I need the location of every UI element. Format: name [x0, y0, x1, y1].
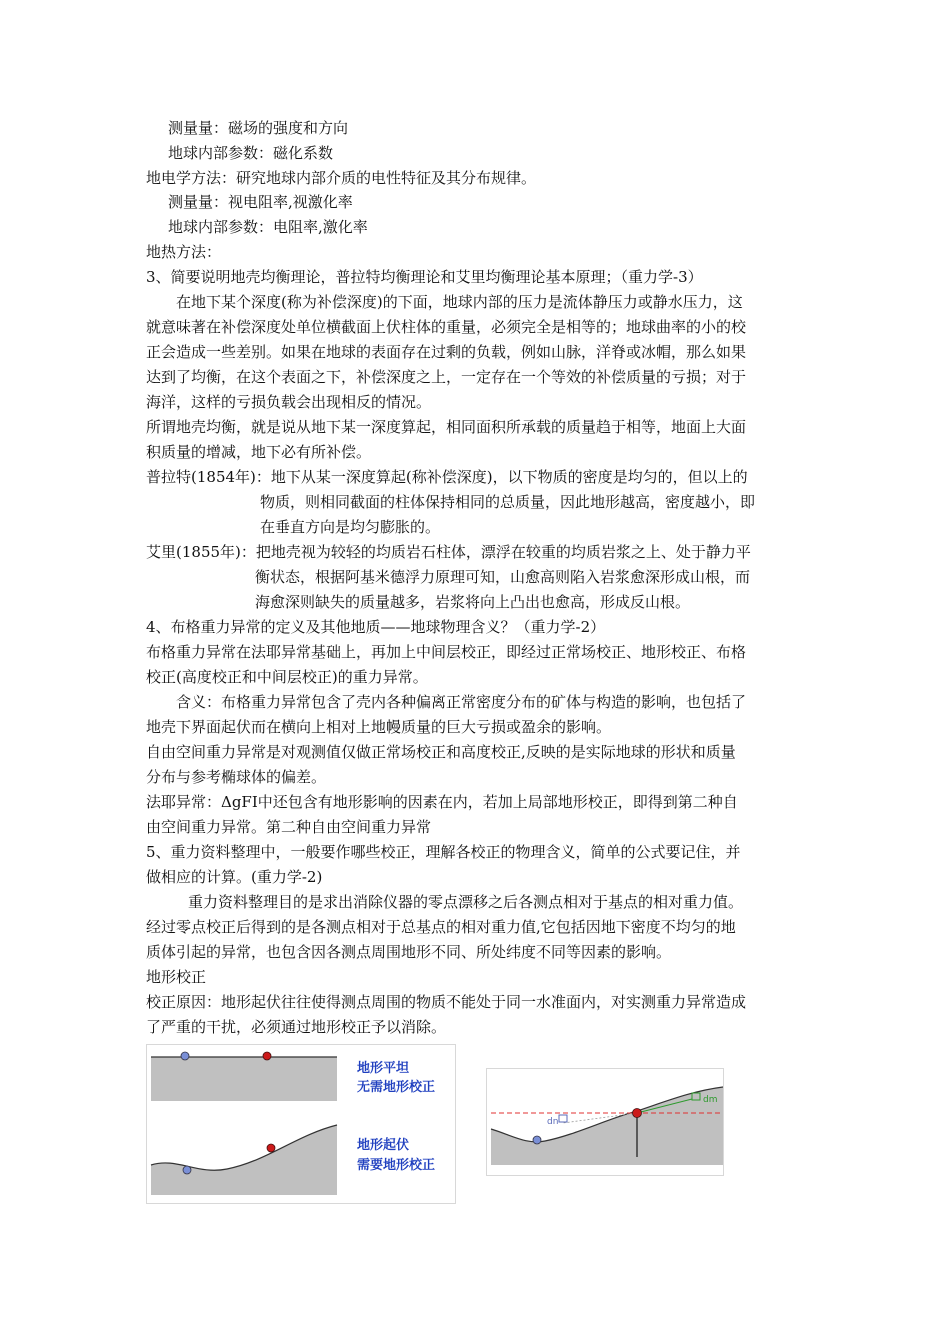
flat-ground	[151, 1057, 337, 1101]
section-heading: 地形校正	[146, 968, 207, 986]
text-line: 地球内部参数：磁化系数	[168, 144, 334, 162]
text-line: 普拉特(1854年)：地下从某一深度算起(称补偿深度)，以下物质的密度是均匀的，但以上的	[146, 468, 748, 486]
needs-correction-label: 需要地形校正	[357, 1158, 436, 1173]
text-line: 海洋，这样的亏损负载会出现相反的情况。	[146, 393, 432, 411]
text-line: 由空间重力异常。第二种自由空间重力异常	[146, 818, 432, 836]
terrain-correction-diagram	[487, 1069, 723, 1175]
mass-element-dn	[559, 1115, 567, 1122]
text-line: 校正(高度校正和中间层校正)的重力异常。	[146, 668, 428, 686]
question-heading: 5、重力资料整理中，一般要作哪些校正，理解各校正的物理含义，简单的公式要记住，并	[146, 843, 741, 861]
terrain-ground	[491, 1087, 723, 1165]
station-point-red	[267, 1144, 275, 1152]
text-line: 物质，则相同截面的柱体保持相同的总质量，因此地形越高，密度越小，即	[260, 493, 756, 511]
dm-label: dm	[703, 1095, 718, 1105]
question-heading: 3、简要说明地壳均衡理论，普拉特均衡理论和艾里均衡理论基本原理；（重力学-3）	[146, 268, 703, 286]
text-line: 含义：布格重力异常包含了壳内各种偏离正常密度分布的矿体与构造的影响，也包括了	[176, 693, 747, 711]
text-line: 质体引起的异常，也包含因各测点周围地形不同、所处纬度不同等因素的影响。	[146, 943, 672, 961]
text-line: 就意味著在补偿深度处单位横截面上伏柱体的重量，必须完全是相等的；地球曲率的小的校	[146, 318, 747, 336]
question-heading: 4、布格重力异常的定义及其他地质——地球物理含义？（重力学-2）	[146, 618, 606, 636]
text-line: 地电学方法：研究地球内部介质的电性特征及其分布规律。	[146, 169, 537, 187]
text-line: 积质量的增减，地下必有所补偿。	[146, 443, 372, 461]
text-line: 重力资料整理目的是求出消除仪器的零点漂移之后各测点相对于基点的相对重力值。	[188, 893, 744, 911]
text-line: 艾里(1855年)：把地壳视为较轻的均质岩石柱体，漂浮在较重的均质岩浆之上、处于静力平	[146, 543, 751, 561]
rough-terrain-label: 地形起伏	[357, 1138, 410, 1153]
text-line: 校正原因：地形起伏往往使得测点周围的物质不能处于同一水准面内，对实测重力异常造成	[146, 993, 747, 1011]
text-line: 测量量：磁场的强度和方向	[168, 119, 349, 137]
station-point-blue	[183, 1166, 191, 1174]
text-line: 自由空间重力异常是对观测值仅做正常场校正和高度校正,反映的是实际地球的形状和质量	[146, 743, 736, 761]
text-line: 做相应的计算。(重力学-2)	[146, 868, 323, 886]
station-point-red	[633, 1109, 642, 1118]
text-line: 测量量：视电阻率,视激化率	[168, 193, 353, 211]
station-point-red	[263, 1052, 271, 1060]
text-line: 所谓地壳均衡，就是说从地下某一深度算起，相同面积所承载的质量趋于相等，地面上大面	[146, 418, 747, 436]
text-line: 法耶异常：ΔgFI中还包含有地形影响的因素在内，若加上局部地形校正，即得到第二种自	[146, 793, 738, 811]
text-line: 布格重力异常在法耶异常基础上，再加上中间层校正，即经过正常场校正、地形校正、布格	[146, 643, 747, 661]
rough-ground	[151, 1125, 337, 1195]
text-line: 分布与参考椭球体的偏差。	[146, 768, 327, 786]
text-line: 地热方法：	[146, 243, 222, 261]
text-line: 海愈深则缺失的质量越多，岩浆将向上凸出也愈高，形成反山根。	[255, 593, 691, 611]
no-correction-label: 无需地形校正	[357, 1080, 436, 1095]
terrain-comparison-figure	[146, 1044, 456, 1204]
text-line: 地壳下界面起伏而在横向上相对上地幔质量的巨大亏损或盈余的影响。	[146, 718, 612, 736]
text-line: 经过零点校正后得到的是各测点相对于总基点的相对重力值,它包括因地下密度不均匀的地	[146, 918, 736, 936]
flat-terrain-label: 地形平坦	[357, 1061, 410, 1076]
text-line: 正会造成一些差别。如果在地球的表面存在过剩的负载，例如山脉，洋脊或冰帽，那么如果	[146, 343, 747, 361]
text-line: 了严重的干扰，必须通过地形校正予以消除。	[146, 1018, 447, 1036]
dn-label: dn	[547, 1117, 559, 1127]
text-line: 达到了均衡，在这个表面之下，补偿深度之上，一定存在一个等效的补偿质量的亏损；对于	[146, 368, 747, 386]
station-point-blue	[181, 1052, 189, 1060]
text-line: 衡状态，根据阿基米德浮力原理可知，山愈高则陷入岩浆愈深形成山根，而	[255, 568, 751, 586]
terrain-correction-figure	[486, 1068, 724, 1176]
text-line: 在地下某个深度(称为补偿深度)的下面，地球内部的压力是流体静压力或静水压力，这	[176, 293, 743, 311]
station-point-blue	[533, 1136, 541, 1144]
text-line: 地球内部参数：电阻率,激化率	[168, 218, 368, 236]
text-line: 在垂直方向是均匀膨胀的。	[260, 518, 441, 536]
